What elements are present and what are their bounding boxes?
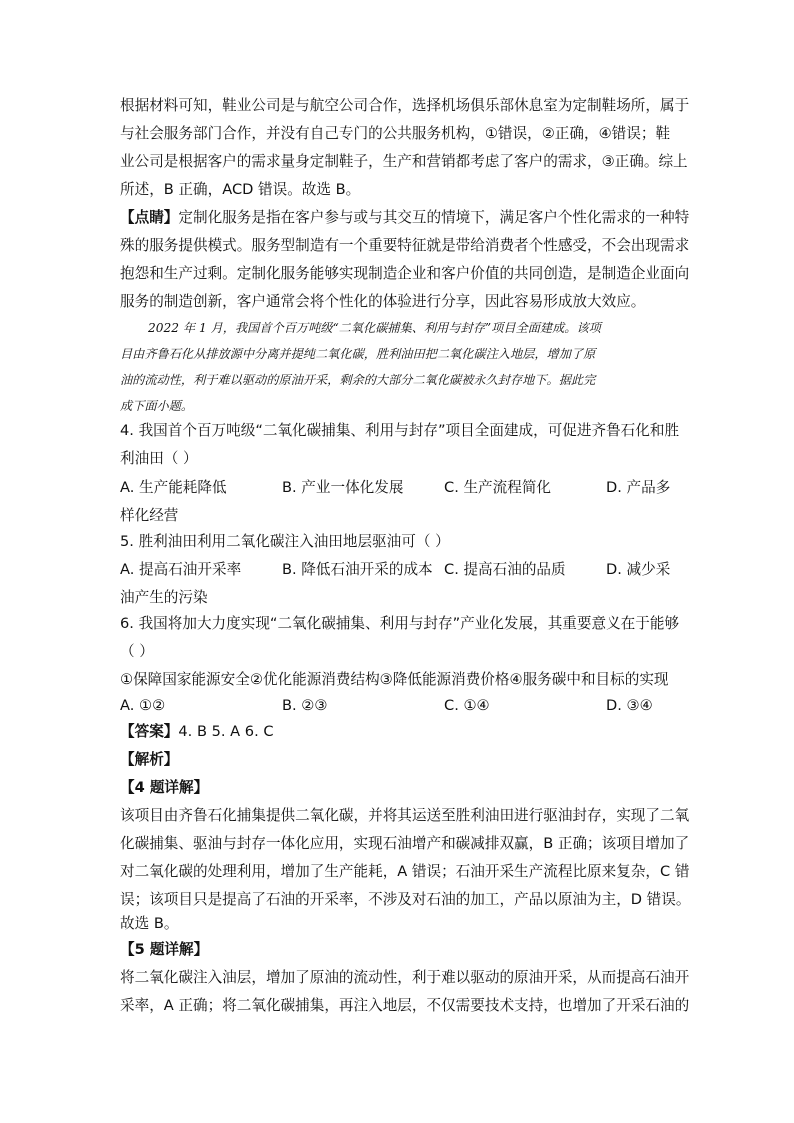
answer-line bbox=[120, 722, 274, 742]
note-line: 服务的制造创新，客户通常会将个性化的体验进行分享，因此容易形成放大效应。 bbox=[120, 293, 646, 310]
answer-tag: 【答案】 bbox=[120, 723, 179, 740]
paragraph-line: 根据材料可知，鞋业公司是与航空公司合作，选择机场俱乐部休息室为定制鞋场所，属于 bbox=[120, 97, 690, 114]
q6-option-c: C. ①④ bbox=[444, 697, 490, 714]
detail-4-line: 对二氧化碳的处理利用，增加了生产能耗，A 错误；石油开采生产流程比原来复杂，C 错 bbox=[120, 863, 690, 880]
question-6-stem: （ ） bbox=[120, 643, 154, 660]
q4-option-d-cont: 样化经营 bbox=[120, 507, 179, 524]
detail-5-line: 采率，A 正确；将二氧化碳捕集，再注入地层，不仅需要技术支持，也增加了开采石油的 bbox=[120, 997, 690, 1014]
q5-option-d: D. 减少采 bbox=[606, 561, 671, 578]
paragraph-line: 业公司是根据客户的需求量身定制鞋子，生产和营销都考虑了客户的需求，③正确。综上 bbox=[120, 153, 688, 170]
detail-4-tag: 【4 题详解】 bbox=[120, 779, 209, 796]
note-tag: 【点睛】 bbox=[120, 209, 179, 226]
q5-option-c: C. 提高石油的品质 bbox=[444, 561, 566, 578]
detail-4-line: 误；该项目只是提高了石油的开采率，不涉及对石油的加工，产品以原油为主，D 错误。 bbox=[120, 891, 691, 908]
detail-5-tag: 【5 题详解】 bbox=[120, 941, 209, 958]
detail-4-line: 故选 B。 bbox=[120, 915, 179, 932]
analysis-tag: 【解析】 bbox=[120, 751, 179, 768]
note-line bbox=[120, 208, 689, 228]
q6-items: ①保障国家能源安全②优化能源消费结构③降低能源消费价格④服务碳中和目标的实现 bbox=[120, 671, 669, 688]
note-line: 殊的服务提供模式。服务型制造有一个重要特征就是带给消费者个性感受，不会出现需求 bbox=[120, 237, 690, 254]
question-4-stem: 4. 我国首个百万吨级“二氧化碳捕集、利用与封存”项目全面建成，可促进齐鲁石化和胜 bbox=[120, 422, 680, 439]
detail-4-line: 化碳捕集、驱油与封存一体化应用，实现石油增产和碳减排双赢，B 正确；该项目增加了 bbox=[120, 835, 690, 852]
detail-4-line: 该项目由齐鲁石化捕集提供二氧化碳，并将其运送至胜利油田进行驱油封存，实现了二氧 bbox=[120, 807, 690, 824]
q5-option-b: B. 降低石油开采的成本 bbox=[282, 561, 433, 578]
paragraph-line: 与社会服务部门合作，并没有自己专门的公共服务机构，①错误，②正确，④错误；鞋 bbox=[120, 125, 671, 142]
note-line: 抱怨和生产过剩。定制化服务能够实现制造企业和客户价值的共同创造，是制造企业面向 bbox=[120, 265, 690, 282]
q4-option-a: A. 生产能耗降低 bbox=[120, 479, 227, 496]
q6-option-a: A. ①② bbox=[120, 697, 166, 714]
q6-option-b: B. ②③ bbox=[282, 697, 328, 714]
question-6-stem: 6. 我国将加大力度实现“二氧化碳捕集、利用与封存”产业化发展，其重要意义在于能够 bbox=[120, 615, 680, 632]
q5-option-d-cont: 油产生的污染 bbox=[120, 589, 208, 606]
paragraph-line: 所述，B 正确，ACD 错误。故选 B。 bbox=[120, 181, 361, 198]
detail-5-line: 将二氧化碳注入油层，增加了原油的流动性，利于难以驱动的原油开采，从而提高石油开 bbox=[120, 969, 690, 986]
answer-text: 4. B 5. A 6. C bbox=[178, 723, 274, 740]
passage-line: 2022 年 1 月，我国首个百万吨级“二氧化碳捕集、利用与封存”项目全面建成。该项 bbox=[148, 321, 601, 335]
q4-option-d: D. 产品多 bbox=[606, 479, 671, 496]
note-text: 定制化服务是指在客户参与或与其交互的情境下，满足客户个性化需求的一种特 bbox=[178, 209, 690, 226]
question-5-stem: 5. 胜利油田利用二氧化碳注入油田地层驱油可（ ） bbox=[120, 533, 450, 550]
q5-option-a: A. 提高石油开采率 bbox=[120, 561, 242, 578]
q4-option-c: C. 生产流程简化 bbox=[444, 479, 552, 496]
q6-option-d: D. ③④ bbox=[606, 697, 653, 714]
passage-line: 成下面小题。 bbox=[120, 399, 194, 413]
passage-line: 目由齐鲁石化从排放源中分离并提纯二氧化碳，胜利油田把二氧化碳注入地层，增加了原 bbox=[120, 347, 596, 361]
passage-line: 油的流动性，利于难以驱动的原油开采，剩余的大部分二氧化碳被永久封存地下。据此完 bbox=[120, 373, 596, 387]
q4-option-b: B. 产业一体化发展 bbox=[282, 479, 404, 496]
question-4-stem: 利油田（ ） bbox=[120, 450, 198, 467]
